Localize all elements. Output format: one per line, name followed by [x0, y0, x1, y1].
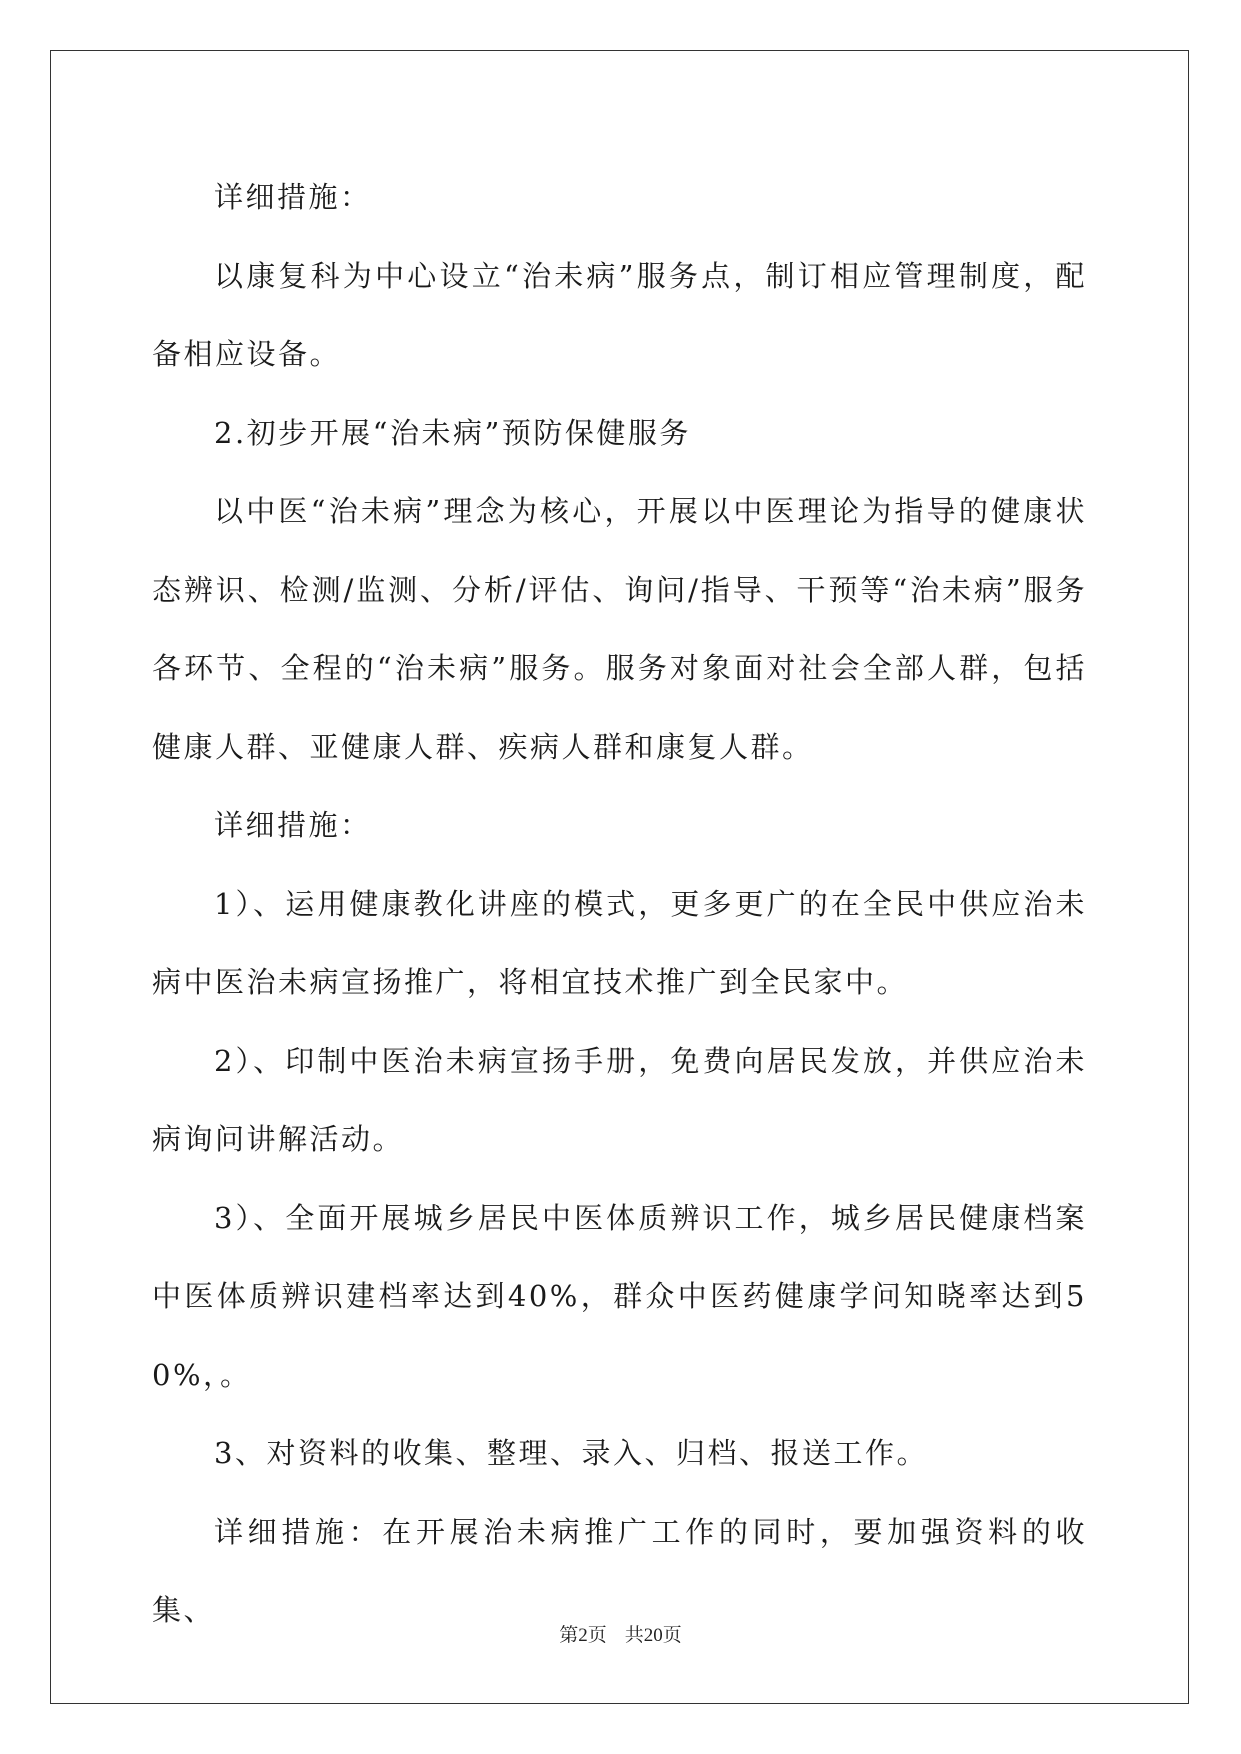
- paragraph: 以中医“治未病”理念为核心，开展以中医理论为指导的健康状态辨识、检测/监测、分析/评估、询问/指导、干预等“治未病”服务各环节、全程的“治未病”服务。服务对象面对社会全部人群，包括健康人群、亚健康人群、疾病人群和康复人群。: [152, 494, 1087, 764]
- paragraph: 详细措施：: [214, 180, 372, 214]
- section-heading: 2.初步开展“治未病”预防保健服务: [214, 415, 691, 450]
- paragraph: 详细措施：: [214, 808, 372, 842]
- page-footer: [0, 1620, 1241, 1647]
- total-pages: 共20页: [624, 1625, 682, 1646]
- list-item: 2）、印制中医治未病宣扬手册，免费向居民发放，并供应治未病询问讲解活动。: [152, 1043, 1087, 1156]
- paragraph: 详细措施：在开展治未病推广工作的同时，要加强资料的收集、: [152, 1514, 1087, 1627]
- document-body: [152, 158, 1087, 1650]
- list-item: 1）、运用健康教化讲座的模式，更多更广的在全民中供应治未病中医治未病宣扬推广，将相宜技术推广到全民家中。: [152, 886, 1087, 999]
- page-number: 第2页: [559, 1625, 607, 1646]
- section-heading: 3、对资料的收集、整理、录入、归档、报送工作。: [214, 1436, 928, 1470]
- list-item: 3）、全面开展城乡居民中医体质辨识工作，城乡居民健康档案中医体质辨识建档率达到40%，群众中医药健康学问知晓率达到50%，。: [152, 1200, 1087, 1392]
- paragraph: 以康复科为中心设立“治未病”服务点，制订相应管理制度，配备相应设备。: [152, 258, 1087, 371]
